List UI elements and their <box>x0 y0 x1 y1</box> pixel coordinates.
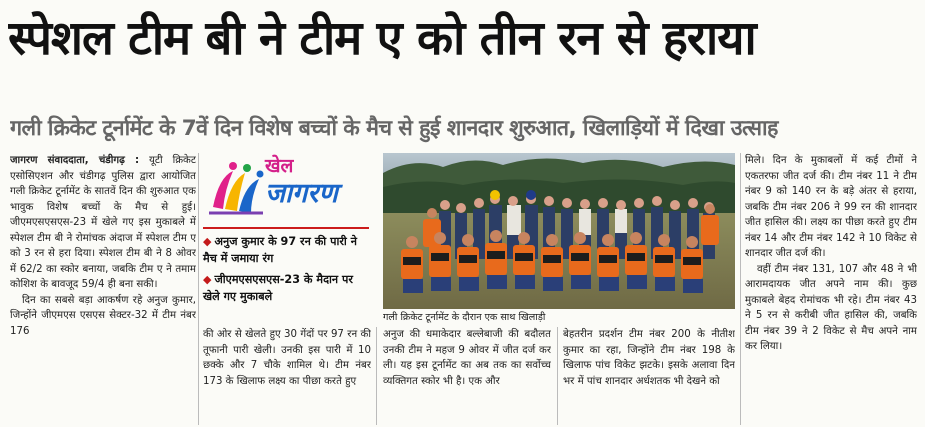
article-column-2 <box>203 327 371 425</box>
dateline: जागरण संवाददाता, चंडीगढ़ : <box>10 155 140 166</box>
column-3-text: अनुज की धमाकेदार बल्लेबाजी की बदौलत उनकी टीम ने महज 9 ओवर में जीत दर्ज कर ली। यह इस टूर्नामेंट का अब तक का सर्वोच्च व्यक्तिगत स्कोर भी है। एक और <box>383 329 551 387</box>
khel-jagran-logo <box>205 153 367 223</box>
subheadline: गली क्रिकेट टूर्नामेंट के 7वें दिन विशेष बच्चों के मैच से हुई शानदार शुरुआत, खिलाड़ियों में दिखा उत्साह <box>10 116 778 141</box>
column-divider <box>198 153 199 425</box>
column-divider <box>557 327 558 425</box>
logo-wordmark <box>265 155 370 225</box>
team-photo-illustration <box>383 153 735 309</box>
column-1-paragraph-2: दिन का सबसे बड़ा आकर्षण रहे अनुज कुमार, जिन्होंने जीएमएस एसएस सेक्टर-32 में टीम नंबर 176 <box>10 294 196 337</box>
column-2-text: की ओर से खेलते हुए 30 गेंदों पर 97 रन की तूफानी पारी खेली। उनकी इस पारी में 10 छक्के और 7 चौके शामिल थे। टीम नंबर 173 के खिलाफ लक्ष्य का पीछा करते हुए <box>203 329 371 387</box>
column-5-paragraph-2: वहीं टीम नंबर 131, 107 और 48 ने भी आरामदायक जीत अपने नाम की। कुछ मुकाबले बेहद रोमांचक भी रहे। टीम नंबर 43 ने 5 रन से करीबी जीत हासिल की, जबकि टीम नंबर 39 ने 2 विकेट से मैच अपने नाम कर लिया। <box>745 263 917 352</box>
highlight-text: अनुज कुमार के 97 रन की पारी ने मैच में जमाया रंग <box>203 235 357 265</box>
bullet-icon: ◆ <box>203 273 212 286</box>
highlight-item <box>203 233 369 267</box>
sports-figures-icon <box>205 157 267 219</box>
logo-jagran-text: जागरण <box>265 178 338 209</box>
highlight-item <box>203 271 369 305</box>
column-divider <box>376 327 377 425</box>
highlights-box <box>203 227 369 319</box>
column-1-text-1: यूटी क्रिकेट एसोसिएशन और चंडीगढ़ पुलिस द्वारा आयोजित गली क्रिकेट टूर्नामेंट के सातवें दिन की शुरुआत एक भावुक विशेष बच्चों के मैच से हुई। जीएमएसएसएस-23 में खेले गए इस मुकाबले में स्पेशल टीम बी ने रोमांचक अंदाज में स्पेशल टीम ए को 3 रन से हरा दिया। स्पेशल टीम बी ने 8 ओवर में 62/2 का स्कोर बनाया, जबकि टीम ए ने तमाम कोशिश के बावजूद 59/4 ही बना सकी। <box>10 155 196 290</box>
article-column-5 <box>745 153 917 425</box>
column-1-paragraph-1 <box>10 153 196 293</box>
photo-caption: गली क्रिकेट टूर्नामेंट के दौरान एक साथ खिलाड़ी <box>383 312 546 323</box>
article-column-3 <box>383 327 551 425</box>
column-divider <box>740 153 741 425</box>
article-column-1 <box>10 153 196 425</box>
bullet-icon: ◆ <box>203 235 212 248</box>
headline: स्पेशल टीम बी ने टीम ए को तीन रन से हराया <box>8 11 756 66</box>
logo-khel-text: खेल <box>265 155 294 177</box>
column-5-paragraph-1: मिले। दिन के मुकाबलों में कई टीमों ने एकतरफा जीत दर्ज की। टीम नंबर 11 ने टीम नंबर 9 को 140 रन के बड़े अंतर से हराया, जबकि टीम नंबर 206 ने 99 रन की शानदार जीत हासिल की। लक्ष्य का पीछा करते हुए टीम नंबर 14 और टीम नंबर 142 ने 10 विकेट से शानदार जीत दर्ज की। <box>745 155 917 259</box>
article-column-4 <box>563 327 735 425</box>
team-photo <box>383 153 735 309</box>
highlight-text: जीएमएसएसएस-23 के मैदान पर खेले गए मुकाबले <box>203 273 353 303</box>
column-4-text: बेहतरीन प्रदर्शन टीम नंबर 200 के नीतीश कुमार का रहा, जिन्होंने टीम नंबर 198 के खिलाफ पांच विकेट झटके। इसके अलावा दिन भर में पांच शानदार अर्धशतक भी देखने को <box>563 329 735 387</box>
